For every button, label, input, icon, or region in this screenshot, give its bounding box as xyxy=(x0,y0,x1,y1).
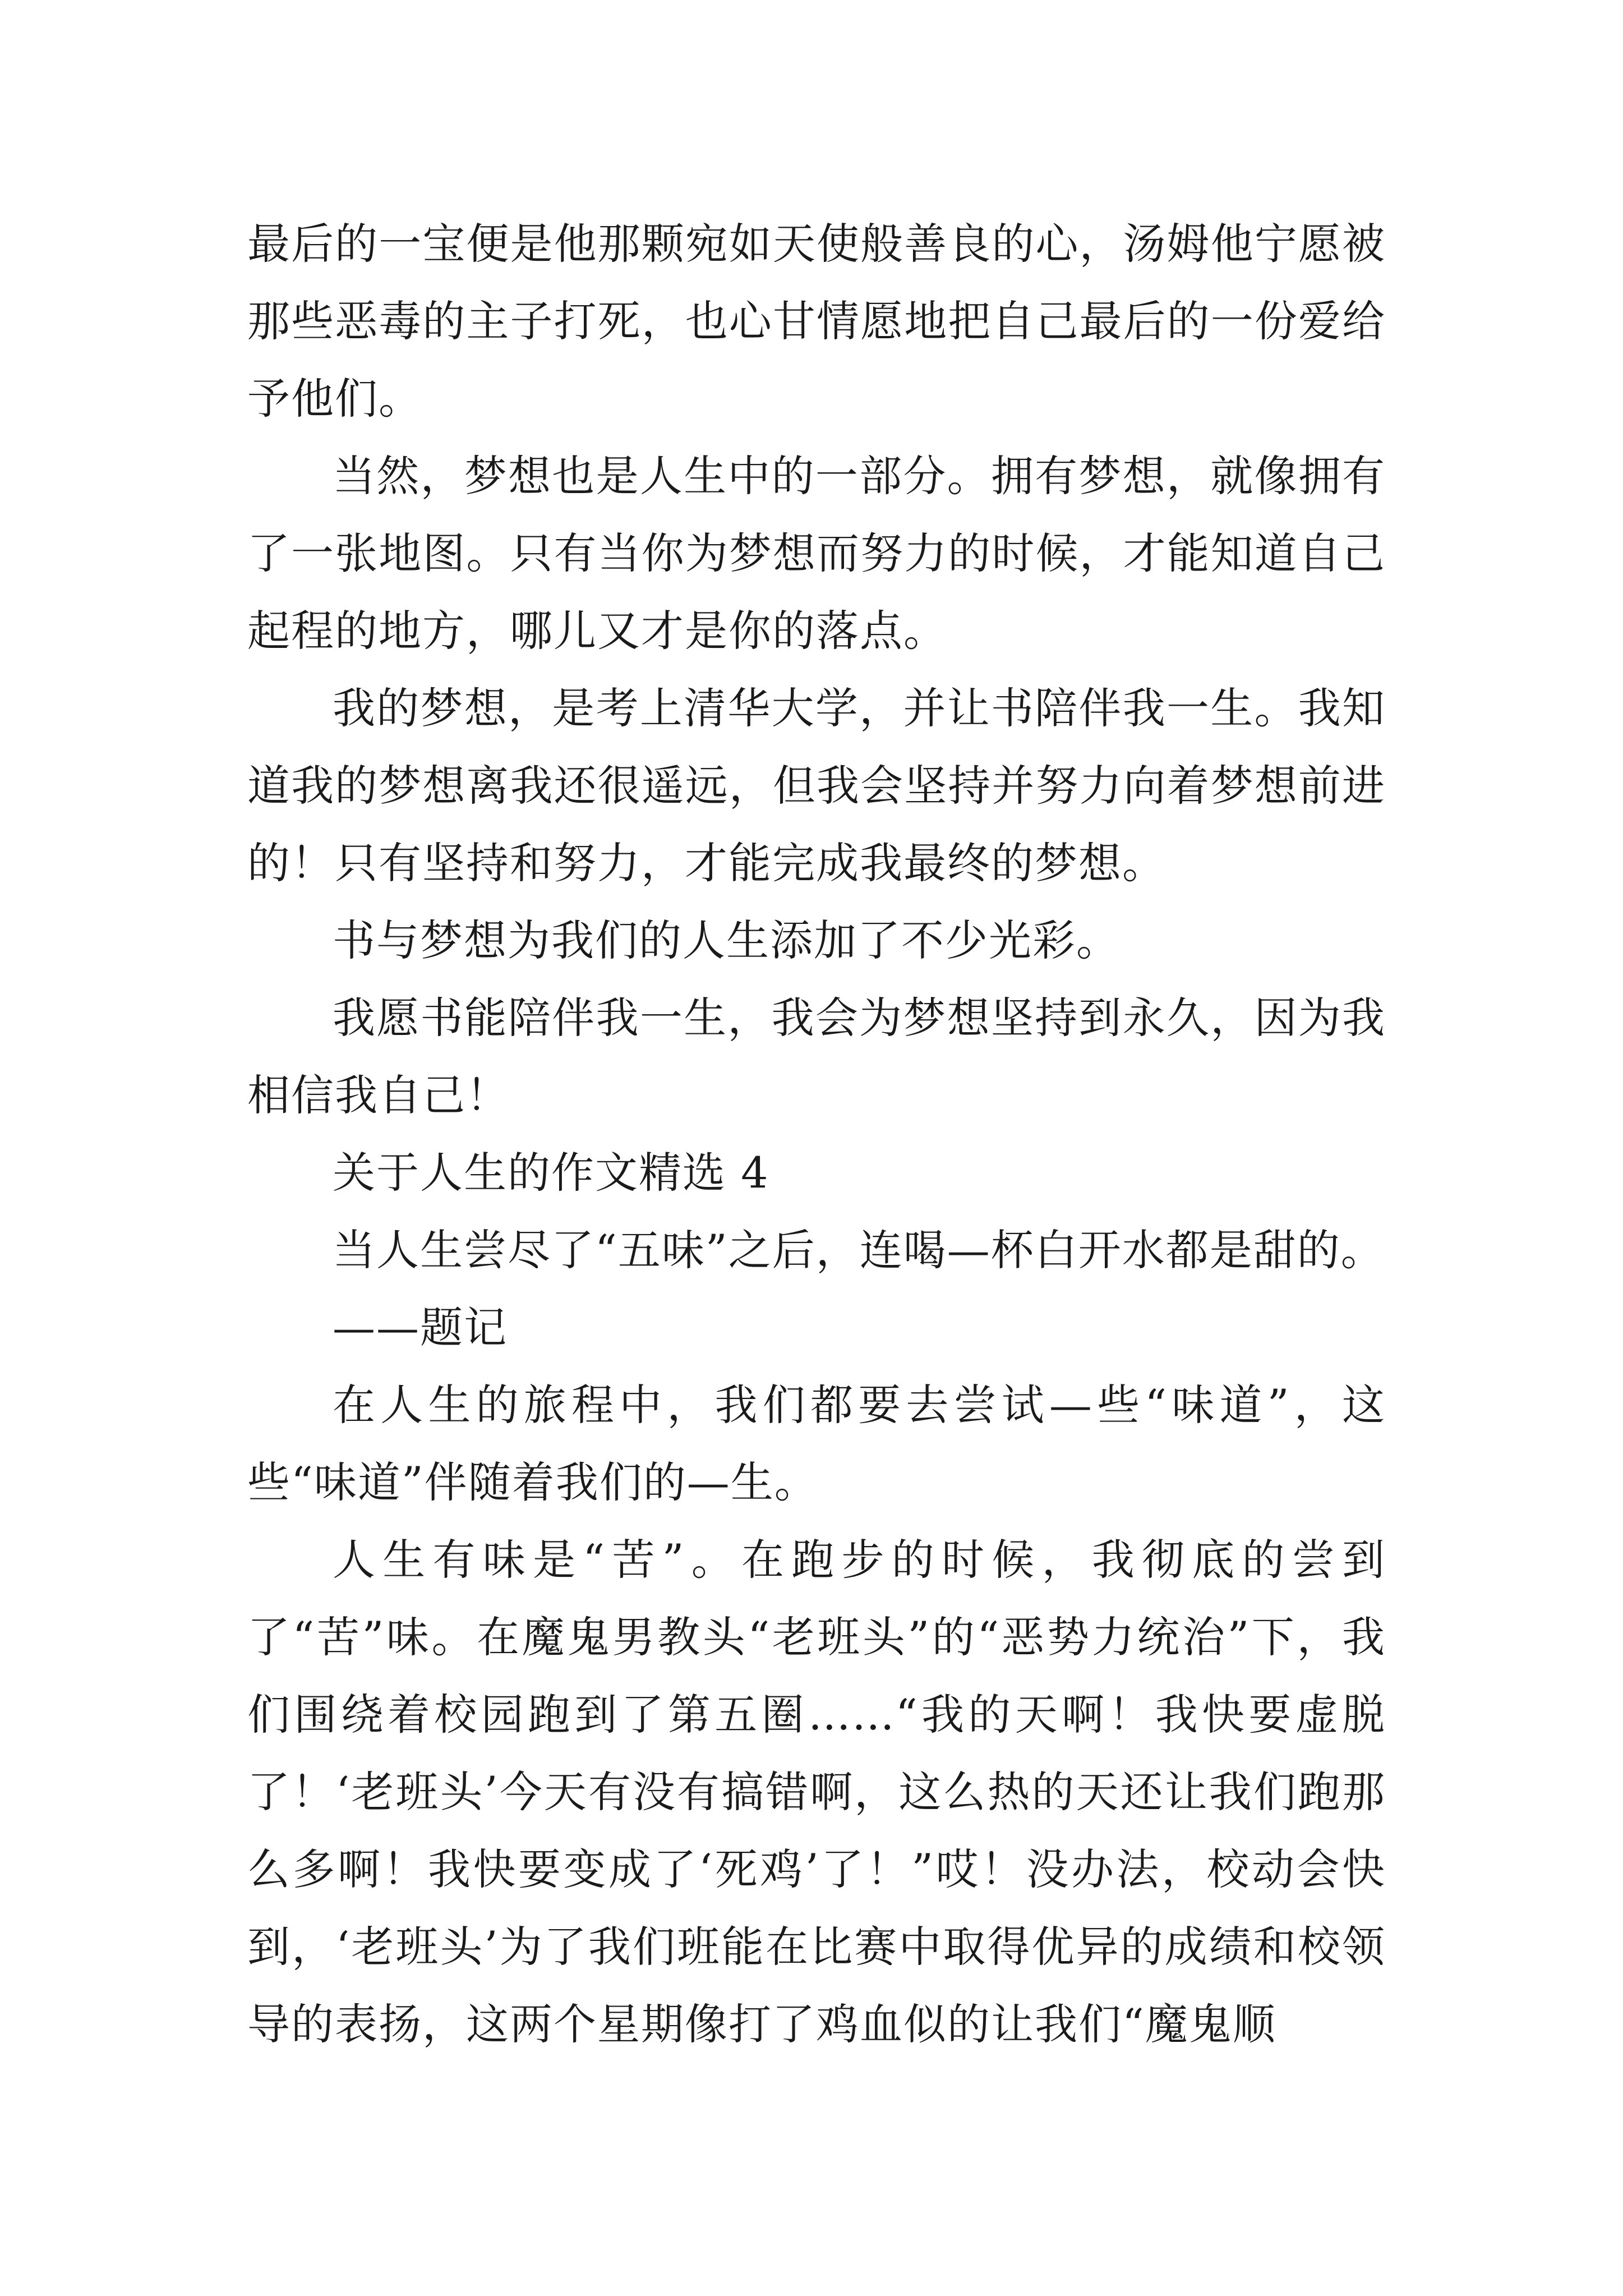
paragraph-6: 在人生的旅程中，我们都要去尝试—些“味道”，这些“味道”伴随着我们的—生。 xyxy=(247,1380,1386,1507)
paragraph-1: 最后的一宝便是他那颗宛如天使般善良的心，汤姆他宁愿被那些恶毒的主子打死，也心甘情愿地把自己最后的一份爱给予他们。 xyxy=(247,219,1386,424)
document-body xyxy=(247,205,1386,2063)
paragraph-4: 书与梦想为我们的人生添加了不少光彩。 xyxy=(333,915,1120,965)
paragraph-5: 我愿书能陪伴我一生，我会为梦想坚持到永久，因为我相信我自己！ xyxy=(247,993,1386,1120)
paragraph-7: 人生有味是“苦”。在跑步的时候，我彻底的尝到了“苦”味。在魔鬼男教头“老班头”的“恶势力统治”下，我们围绕着校园跑到了第五圈……“我的天啊！我快要虚脱了！‘老班头’今天有没有搞错啊，这么热的天还让我们跑那么多啊！我快要变成了‘死鸡’了！”哎！没办法，校动会快到，‘老班头’为了我们班能在比赛中取得优异的成绩和校领导的表扬，这两个星期像打了鸡血似的让我们“魔鬼顺 xyxy=(247,1535,1386,2049)
epigraph-attribution: ——题记 xyxy=(333,1303,508,1352)
paragraph-2: 当然，梦想也是人生中的一部分。拥有梦想，就像拥有了一张地图。只有当你为梦想而努力的时候，才能知道自己起程的地方，哪儿又才是你的落点。 xyxy=(247,451,1386,656)
epigraph: 当人生尝尽了“五味”之后，连喝—杯白开水都是甜的。 xyxy=(333,1225,1385,1275)
section-heading: 关于人生的作文精选 4 xyxy=(333,1148,769,1198)
paragraph-3: 我的梦想，是考上清华大学，并让书陪伴我一生。我知道我的梦想离我还很遥远，但我会坚持并努力向着梦想前进的！只有坚持和努力，才能完成我最终的梦想。 xyxy=(247,683,1386,888)
